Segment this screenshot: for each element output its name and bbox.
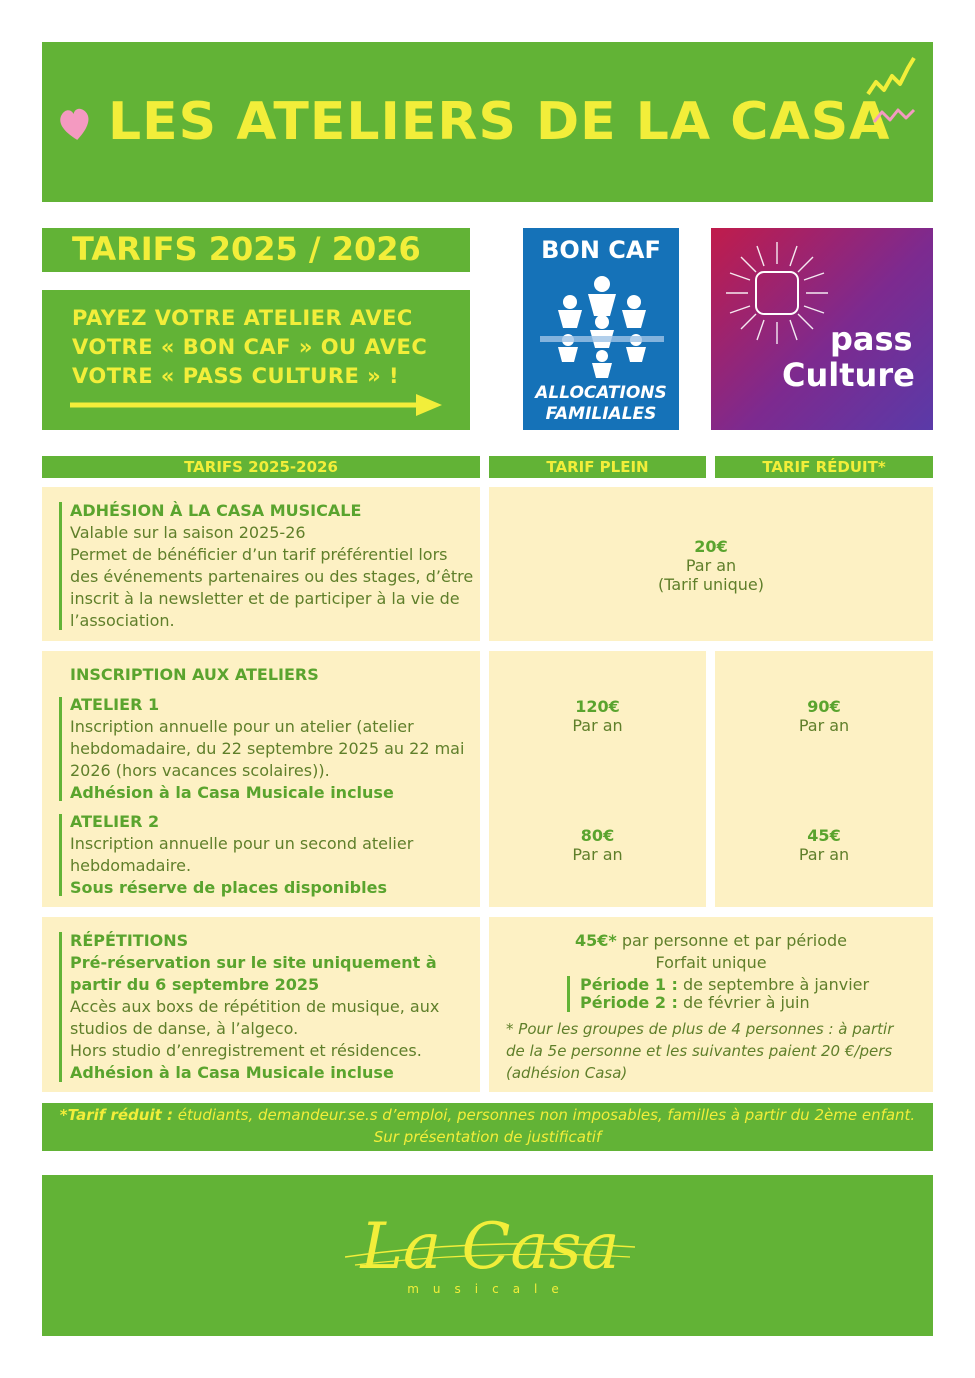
atelier2-note: Sous réserve de places disponibles [70, 878, 387, 897]
adhesion-price: 20€ [694, 537, 728, 556]
atelier2-title: ATELIER 2 [70, 812, 160, 831]
accent-bar [567, 976, 570, 1012]
column-header-tarifs: TARIFS 2025-2026 [42, 456, 480, 478]
caf-logo-title: BON CAF [541, 236, 661, 264]
accent-bar [59, 814, 62, 896]
adhesion-price-note: (Tarif unique) [657, 575, 765, 594]
group-note-line: (adhésion Casa) [506, 1064, 628, 1082]
footnote-label: *Tarif réduit : [59, 1106, 174, 1124]
atelier2-reduit-price: 45€ [807, 826, 841, 845]
period-1-label: Période 1 : [580, 975, 678, 994]
accent-bar [59, 502, 62, 630]
repetitions-price-unit: par personne et par période [616, 931, 848, 950]
la-casa-logo-sub: musicale [407, 1282, 573, 1296]
page-title: LES ATELIERS DE LA CASA [108, 92, 891, 152]
tarifs-title: TARIFS 2025 / 2026 [72, 230, 421, 268]
period-2-text: de février à juin [677, 993, 810, 1012]
atelier1-plein-price: 120€ [575, 697, 620, 716]
pay-line-1: PAYEZ VOTRE ATELIER AVEC [72, 306, 413, 330]
inscription-title: INSCRIPTION AUX ATELIERS [70, 665, 319, 684]
atelier1-line: hebdomadaire, du 22 septembre 2025 au 22 mai [70, 739, 465, 758]
footnote-line-2: Sur présentation de justificatif [373, 1128, 602, 1146]
adhesion-line: Valable sur la saison 2025-26 [70, 523, 306, 542]
repetitions-note: Adhésion à la Casa Musicale incluse [70, 1063, 394, 1082]
accent-bar [59, 932, 62, 1082]
repetitions-price [489, 931, 933, 951]
adhesion-line: l’association. [70, 611, 175, 630]
pass-culture-word-2: Culture [782, 356, 915, 394]
repetitions-forfait: Forfait unique [655, 953, 767, 972]
adhesion-line: Permet de bénéficier d’un tarif préférentiel lors [70, 545, 448, 564]
column-header-plein: TARIF PLEIN [489, 456, 706, 478]
atelier2-reduit-sub: Par an [798, 845, 850, 864]
atelier2-line: hebdomadaire. [70, 856, 192, 875]
atelier1-reduit-price: 90€ [807, 697, 841, 716]
atelier1-note: Adhésion à la Casa Musicale incluse [70, 783, 394, 802]
atelier1-title: ATELIER 1 [70, 695, 160, 714]
la-casa-logo: La Casa [360, 1210, 620, 1284]
heart-icon [58, 104, 92, 142]
adhesion-title: ADHÉSION À LA CASA MUSICALE [70, 501, 362, 520]
caf-family-icon [540, 272, 664, 382]
repetitions-line: Hors studio d’enregistrement et résidences. [70, 1041, 422, 1060]
atelier2-plein-sub: Par an [572, 845, 623, 864]
atelier2-line: Inscription annuelle pour un second atelier [70, 834, 414, 853]
repetitions-line: studios de danse, à l’algeco. [70, 1019, 299, 1038]
atelier1-plein-sub: Par an [572, 716, 623, 735]
period-2 [580, 992, 810, 1014]
inscription-plein-cell [489, 651, 706, 907]
period-2-label: Période 2 : [580, 993, 678, 1012]
adhesion-price-sub: Par an [685, 556, 737, 575]
repetitions-title: RÉPÉTITIONS [70, 931, 189, 950]
atelier1-line: 2026 (hors vacances scolaires)). [70, 761, 330, 780]
pay-line-2: VOTRE « BON CAF » OU AVEC [72, 335, 428, 359]
repetitions-booking: partir du 6 septembre 2025 [70, 975, 320, 994]
pass-culture-word-1: pass [830, 320, 913, 358]
repetitions-price-amount: 45€* [574, 931, 617, 950]
pay-line-3: VOTRE « PASS CULTURE » ! [72, 364, 400, 388]
arrow-right-icon [70, 392, 444, 418]
atelier1-line: Inscription annuelle pour un atelier (atelier [70, 717, 414, 736]
squiggle-icon [864, 52, 918, 132]
footnote-line-1 [42, 1106, 933, 1124]
adhesion-line: des événements partenaires ou des stages, d’être [70, 567, 474, 586]
adhesion-line: inscrit à la newsletter et de participer à la vie de [70, 589, 460, 608]
atelier1-reduit-sub: Par an [798, 716, 850, 735]
group-note-line: * Pour les groupes de plus de 4 personnes : à partir [506, 1020, 894, 1038]
group-note-line: de la 5e personne et les suivantes paient 20 €/pers [506, 1042, 893, 1060]
caf-logo-line-1: ALLOCATIONS [535, 383, 667, 403]
accent-bar [59, 697, 62, 801]
repetitions-booking: Pré-réservation sur le site uniquement à [70, 953, 437, 972]
inscription-reduit-cell [715, 651, 933, 907]
caf-logo-line-2: FAMILIALES [545, 404, 657, 424]
column-header-reduit: TARIF RÉDUIT* [715, 456, 933, 478]
atelier2-plein-price: 80€ [580, 826, 615, 845]
period-1-text: de septembre à janvier [677, 975, 870, 994]
repetitions-line: Accès aux boxs de répétition de musique, aux [70, 997, 440, 1016]
sunburst-icon [722, 238, 832, 348]
footnote-text: étudiants, demandeur.se.s d’emploi, personnes non imposables, familles à partir du 2ème enfant. [173, 1106, 916, 1124]
